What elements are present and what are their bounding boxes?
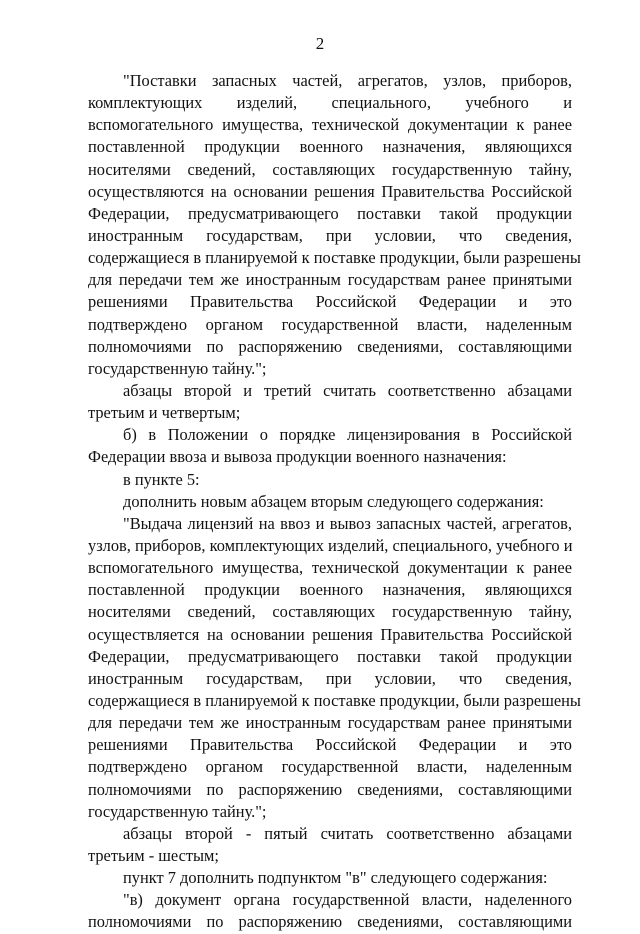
text-line: б) в Положении о порядке лицензирования в Российской <box>123 425 572 445</box>
text-line: вспомогательного имущества, технической документации к ранее <box>88 115 572 135</box>
text-line: решениями Правительства Российской Федерации и это <box>88 735 572 755</box>
text-line: комплектующих изделий, специального, учебного и <box>88 93 572 113</box>
text-line: подтверждено органом государственной власти, наделенным <box>88 757 572 777</box>
text-line: полномочиями по распоряжению сведениями, составляющими <box>88 336 572 356</box>
text-line: пункт 7 дополнить подпунктом "в" следующего содержания: <box>123 868 548 888</box>
text-line: содержащиеся в планируемой к поставке продукции, были разрешены <box>88 248 581 268</box>
text-line: содержащиеся в планируемой к поставке продукции, были разрешены <box>88 690 581 710</box>
text-line: Федерации, предусматривающего поставки такой продукции <box>88 203 572 223</box>
text-line: "Выдача лицензий на ввоз и вывоз запасных частей, агрегатов, <box>123 513 572 533</box>
text-line: государственную тайну."; <box>88 801 267 821</box>
text-line: абзацы второй и третий считать соответственно абзацами <box>123 380 572 400</box>
text-line: третьим и четвертым; <box>88 403 241 423</box>
text-line: решениями Правительства Российской Федерации и это <box>88 292 572 312</box>
text-line: Федерации, предусматривающего поставки такой продукции <box>88 646 572 666</box>
text-line: носителями сведений, составляющих государственную тайну, <box>88 159 572 179</box>
page-number: 2 <box>315 34 325 53</box>
text-line: государственную тайну."; <box>88 358 267 378</box>
text-line: абзацы второй - пятый считать соответственно абзацами <box>123 823 572 843</box>
text-line: поставленной продукции военного назначения, являющихся <box>88 580 572 600</box>
document-body <box>88 70 581 933</box>
text-line: полномочиями по распоряжению сведениями, составляющими <box>88 912 572 932</box>
text-line: "в) документ органа государственной власти, наделенного <box>123 890 572 910</box>
text-line: дополнить новым абзацем вторым следующего содержания: <box>123 491 544 511</box>
text-line: "Поставки запасных частей, агрегатов, узлов, приборов, <box>123 71 572 90</box>
text-line: узлов, приборов, комплектующих изделий, специального, учебного и <box>88 535 573 555</box>
text-line: осуществляется на основании решения Правительства Российской <box>88 624 572 644</box>
text-line: вспомогательного имущества, технической документации к ранее <box>88 558 572 578</box>
text-line: осуществляются на основании решения Правительства Российской <box>88 181 572 201</box>
text-line: в пункте 5: <box>123 469 200 489</box>
text-line: иностранным государствам, при условии, что сведения, <box>88 668 572 688</box>
text-line: полномочиями по распоряжению сведениями, составляющими <box>88 779 572 799</box>
text-line: иностранным государствам, при условии, что сведения, <box>88 225 572 245</box>
text-line: поставленной продукции военного назначения, являющихся <box>88 137 572 157</box>
text-line: третьим - шестым; <box>88 845 219 865</box>
text-line: подтверждено органом государственной власти, наделенным <box>88 314 572 334</box>
text-line: носителями сведений, составляющих государственную тайну, <box>88 602 572 622</box>
text-line: Федерации ввоза и вывоза продукции военного назначения: <box>88 447 507 467</box>
text-line: для передачи тем же иностранным государствам ранее принятыми <box>88 713 572 733</box>
text-line: для передачи тем же иностранным государствам ранее принятыми <box>88 270 572 290</box>
